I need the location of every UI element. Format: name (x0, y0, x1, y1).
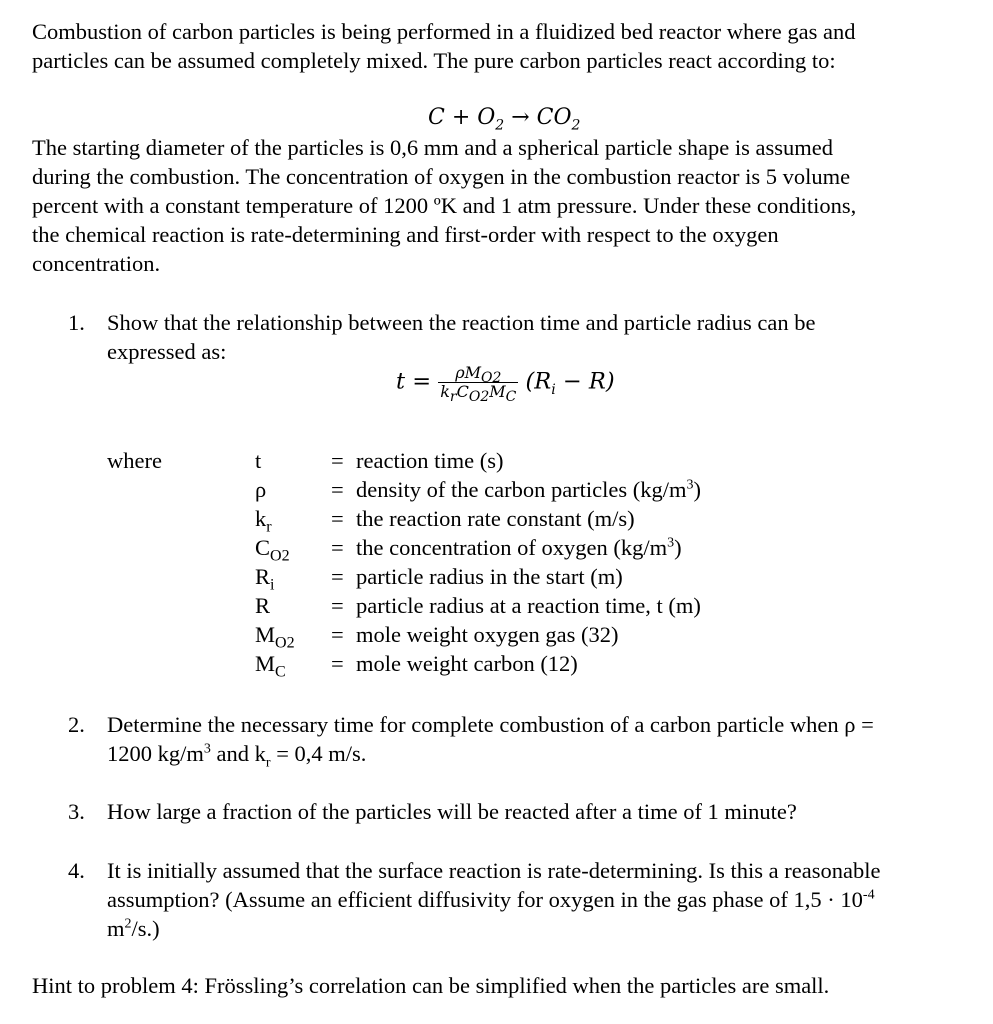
intro-line: Combustion of carbon particles is being performed in a fluidized bed reactor where gas and (32, 19, 856, 44)
definition-description: the concentration of oxygen $(kg/m^3)$ (356, 535, 682, 560)
formula-fraction (438, 363, 518, 406)
time-formula: t = $\frac{\rho M_{O2}}{k_rC_{O2}M_C}$ $(R_i - R)$ (396, 363, 615, 406)
conditions-line: the chemical reaction is rate-determining and first-order with respect to the oxygen (32, 222, 779, 247)
equals-sign: = (331, 506, 344, 531)
equals-sign: = (331, 593, 344, 618)
where-label: where (107, 448, 162, 473)
intro-line: particles can be assumed completely mixed. The pure carbon particles react according to: (32, 48, 836, 73)
conditions-paragraph (32, 133, 967, 278)
definition-symbol: $M_{O2}$ (255, 622, 295, 652)
conditions-line: percent with a constant temperature of 1200 ºK and 1 atm pressure. Under these conditions, (32, 193, 857, 218)
question-number: 3. (68, 799, 85, 824)
definition-symbol: t (255, 448, 262, 473)
definition-symbol: $k_r$ (255, 506, 272, 536)
definition-row (0, 533, 993, 565)
question-text: How large a fraction of the particles will be reacted after a time of 1 minute? (107, 799, 797, 824)
question-text: It is initially assumed that the surface reaction is rate-determining. Is this a reasonable assumption? (Assume an efficient diffusivity for oxygen in the gas phase of $1,5 \cdot 10^{-4}$ $m^2/s$.) (107, 858, 881, 941)
definition-row (0, 649, 993, 681)
definition-symbol: $R_i$ (255, 564, 275, 594)
definition-symbol: $M_C$ (255, 651, 286, 681)
definition-description: mole weight carbon (12) (356, 651, 578, 676)
question-text: Show that the relationship between the reaction time and particle radius can be expressed as: (107, 310, 816, 364)
equals-sign: = (331, 477, 344, 502)
question-number: 2. (68, 712, 85, 737)
definition-row (0, 591, 993, 620)
definition-symbol: $C_{O2}$ (255, 535, 290, 565)
equals-sign: = (331, 448, 344, 473)
definition-row (0, 620, 993, 652)
question-text: Determine the necessary time for complete combustion of a carbon particle when ρ = 1200 $kg/m^3$ and $k_r = 0,4$ m/s. (107, 712, 874, 771)
definition-description: the reaction rate constant (m/s) (356, 506, 635, 531)
fraction-denominator: $k_rC_{O2}M_C$ (440, 382, 517, 406)
question-number: 4. (68, 858, 85, 883)
conditions-line: during the combustion. The concentration of oxygen in the combustion reactor is 5 volume (32, 164, 851, 189)
question-number: 1. (68, 310, 85, 335)
definition-symbol: ρ (255, 477, 267, 502)
hint-text: Hint to problem 4: Frössling’s correlation can be simplified when the particles are small. (32, 973, 830, 998)
definition-description: particle radius in the start (m) (356, 564, 623, 589)
equals-sign: = (331, 622, 344, 647)
definition-row (0, 446, 993, 475)
equals-sign: = (331, 564, 344, 589)
definition-description: reaction time (s) (356, 448, 504, 473)
equals-sign: = (331, 535, 344, 560)
definition-row (0, 504, 993, 536)
definition-symbol: R (255, 593, 271, 618)
definition-description: mole weight oxygen gas (32) (356, 622, 619, 647)
definition-description: density of the carbon particles $(kg/m^3)$ (356, 477, 702, 502)
equals-sign: = (331, 651, 344, 676)
conditions-line: concentration. (32, 251, 161, 276)
definition-row (0, 562, 993, 594)
definition-row (0, 475, 993, 504)
intro-paragraph (32, 17, 967, 75)
conditions-line: The starting diameter of the particles is 0,6 mm and a spherical particle shape is assumed (32, 135, 833, 160)
definition-description: particle radius at a reaction time, t (m) (356, 593, 701, 618)
fraction-numerator: $\rho M_{O2}$ (438, 364, 518, 383)
reaction-equation: $C + O_2 \to CO_2$ (428, 105, 581, 134)
